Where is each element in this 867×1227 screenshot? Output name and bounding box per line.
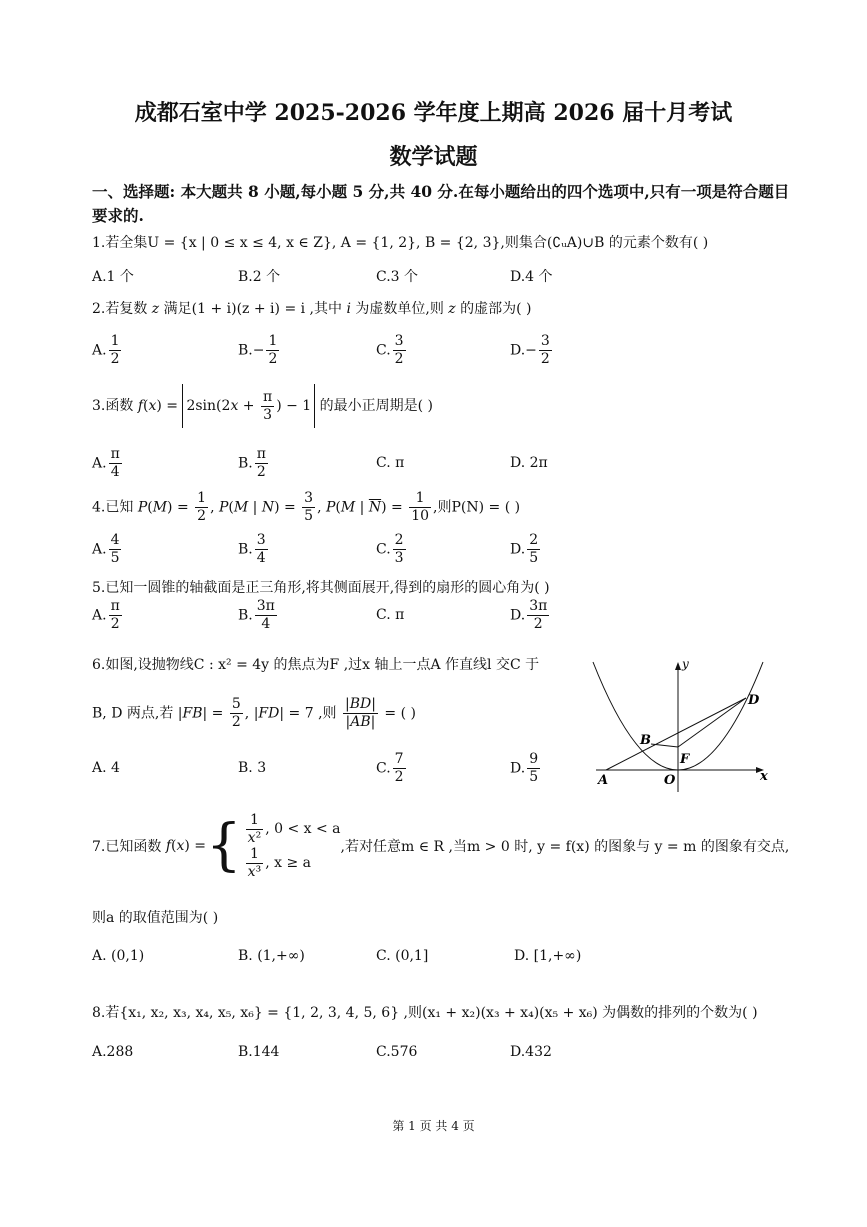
q4-option-b[interactable]: B. $\frac{3}{4}$ — [238, 532, 266, 566]
label-d: D — [748, 693, 760, 708]
piecewise-cases: $\frac{1}{\text{x²}}$ , 0 < x < a $\frac{1}{\text{x³}}$ , x ≥ a — [247, 811, 341, 880]
q5-option-a[interactable]: A. $\frac{\pi}{2}$ — [92, 598, 120, 632]
question-3-stem: 3.函数 f(x) = 2sin(2x + $\frac{\pi}{3}$ ) − 1 的最小正周期是( ) — [92, 384, 433, 428]
q6-option-a[interactable]: A. 4 — [92, 760, 120, 776]
question-8-options — [92, 1044, 612, 1084]
question-6-stem-line1: 6.如图,设抛物线C : x² = 4y 的焦点为F ,过x 轴上一点A 作直线l 交C 于 — [92, 657, 540, 673]
q6-option-c[interactable]: C. $\frac{7}{2}$ — [376, 751, 404, 785]
q7-option-d[interactable]: D. [1,+∞) — [514, 948, 582, 964]
q8-option-a[interactable]: A.288 — [92, 1044, 134, 1060]
question-7-stem-line2: 则a 的取值范围为( ) — [92, 910, 219, 926]
q4-option-a[interactable]: A. $\frac{4}{5}$ — [92, 532, 120, 566]
question-6-options — [92, 751, 612, 791]
q2-option-d[interactable]: D.− $\frac{3}{2}$ — [510, 333, 550, 367]
q3-option-d[interactable]: D. 2π — [510, 455, 548, 471]
q1-option-b[interactable]: B.2 个 — [238, 269, 281, 285]
q2-option-a[interactable]: A. $\frac{1}{2}$ — [92, 333, 120, 367]
q4-option-c[interactable]: C. $\frac{2}{3}$ — [376, 532, 404, 566]
page-footer: 第 1 页 共 4 页 — [392, 1119, 475, 1133]
question-2-stem: 2.若复数 z 满足(1 + i)(z + i) = i ,其中 i 为虚数单位,则 z 的虚部为( ) — [92, 301, 532, 317]
question-4-stem: 4.已知 P(M) = $\frac{1}{2}$ , P(M | N) = $\frac{3}{5}$ , P(M | $\overline{N}$) = $\frac{1}{10}$ ,则P(N) = ( ) — [92, 490, 521, 524]
parabola-figure — [588, 652, 778, 794]
piecewise-brace: { — [206, 813, 242, 878]
q5-option-c[interactable]: C. π — [376, 607, 405, 623]
q6-option-b[interactable]: B. 3 — [238, 760, 267, 776]
question-7-options — [92, 948, 612, 988]
question-2-options — [92, 333, 612, 373]
q2-option-b[interactable]: B.− $\frac{1}{2}$ — [238, 333, 278, 367]
page-subtitle: 数学试题 — [389, 144, 478, 170]
segment-fd — [678, 698, 746, 747]
q2-option-c[interactable]: C. $\frac{3}{2}$ — [376, 333, 404, 367]
question-1-stem: 1.若全集U = {x | 0 ≤ x ≤ 4, x ∈ Z}, A = {1, 2}, B = {2, 3},则集合(∁ᵤA)∪B 的元素个数有( ) — [92, 235, 709, 251]
q3-option-c[interactable]: C. π — [376, 455, 405, 471]
segment-fb — [651, 744, 678, 747]
q7-option-a[interactable]: A. (0,1) — [92, 948, 145, 964]
q1-option-d[interactable]: D.4 个 — [510, 269, 553, 285]
q8-option-b[interactable]: B.144 — [238, 1044, 280, 1060]
q5-option-d[interactable]: D. $\frac{3\pi}{2}$ — [510, 598, 548, 632]
q8-option-c[interactable]: C.576 — [376, 1044, 418, 1060]
q1-option-a[interactable]: A.1 个 — [92, 269, 134, 285]
q8-option-d[interactable]: D.432 — [510, 1044, 552, 1060]
y-axis-arrow — [675, 662, 681, 670]
q3-option-a[interactable]: A. $\frac{\pi}{4}$ — [92, 446, 120, 480]
question-3-options — [92, 446, 612, 486]
page-title: 成都石室中学 2025-2026 学年度上期高 2026 届十月考试 — [134, 100, 733, 126]
question-5-options — [92, 598, 612, 638]
label-x: x — [760, 769, 768, 784]
section-heading: 一、选择题: 本大题共 8 小题,每小题 5 分,共 40 分.在每小题给出的四个选项中,只有一项是符合题目要求的. — [92, 182, 790, 225]
q1-option-c[interactable]: C.3 个 — [376, 269, 419, 285]
label-o: O — [664, 773, 676, 788]
line-l — [606, 698, 746, 770]
label-f: F — [680, 752, 690, 767]
q7-option-b[interactable]: B. (1,+∞) — [238, 948, 305, 964]
q6-option-d[interactable]: D. $\frac{9}{5}$ — [510, 751, 539, 785]
question-6-stem-line2: B, D 两点,若 |FB| = $\frac{5}{2}$ , |FD| = 7 ,则 $\frac{|BD|}{|AB|}$ = ( ) — [92, 696, 416, 730]
q3-option-b[interactable]: B. $\frac{\pi}{2}$ — [238, 446, 266, 480]
label-b: B — [640, 733, 651, 748]
question-5-stem: 5.已知一圆锥的轴截面是正三角形,将其侧面展开,得到的扇形的圆心角为( ) — [92, 580, 550, 596]
q5-option-b[interactable]: B. $\frac{3\pi}{4}$ — [238, 598, 275, 632]
q7-option-c[interactable]: C. (0,1] — [376, 948, 429, 964]
question-7-stem: 7.已知函数 f ( x ) = { $\frac{1}{\text{x²}}$ , 0 < x < a $\frac{1}{\text{x³}}$ , x ≥ a ,若对任意m ∈ R ,当m > 0 时, y = f(x) 的图象与 y = m 的图象有交点, — [92, 811, 790, 880]
question-8-stem: 8.若{x₁, x₂, x₃, x₄, x₅, x₆} = {1, 2, 3, 4, 5, 6} ,则(x₁ + x₂)(x₃ + x₄)(x₅ + x₆) 为偶数的排列的个数为( ) — [92, 1005, 758, 1021]
label-a: A — [598, 773, 609, 788]
question-4-options — [92, 532, 612, 572]
abs-expression: 2sin(2x + $\frac{\pi}{3}$ ) − 1 — [182, 384, 315, 428]
q4-option-d[interactable]: D. $\frac{2}{5}$ — [510, 532, 539, 566]
label-y: y — [682, 657, 689, 671]
